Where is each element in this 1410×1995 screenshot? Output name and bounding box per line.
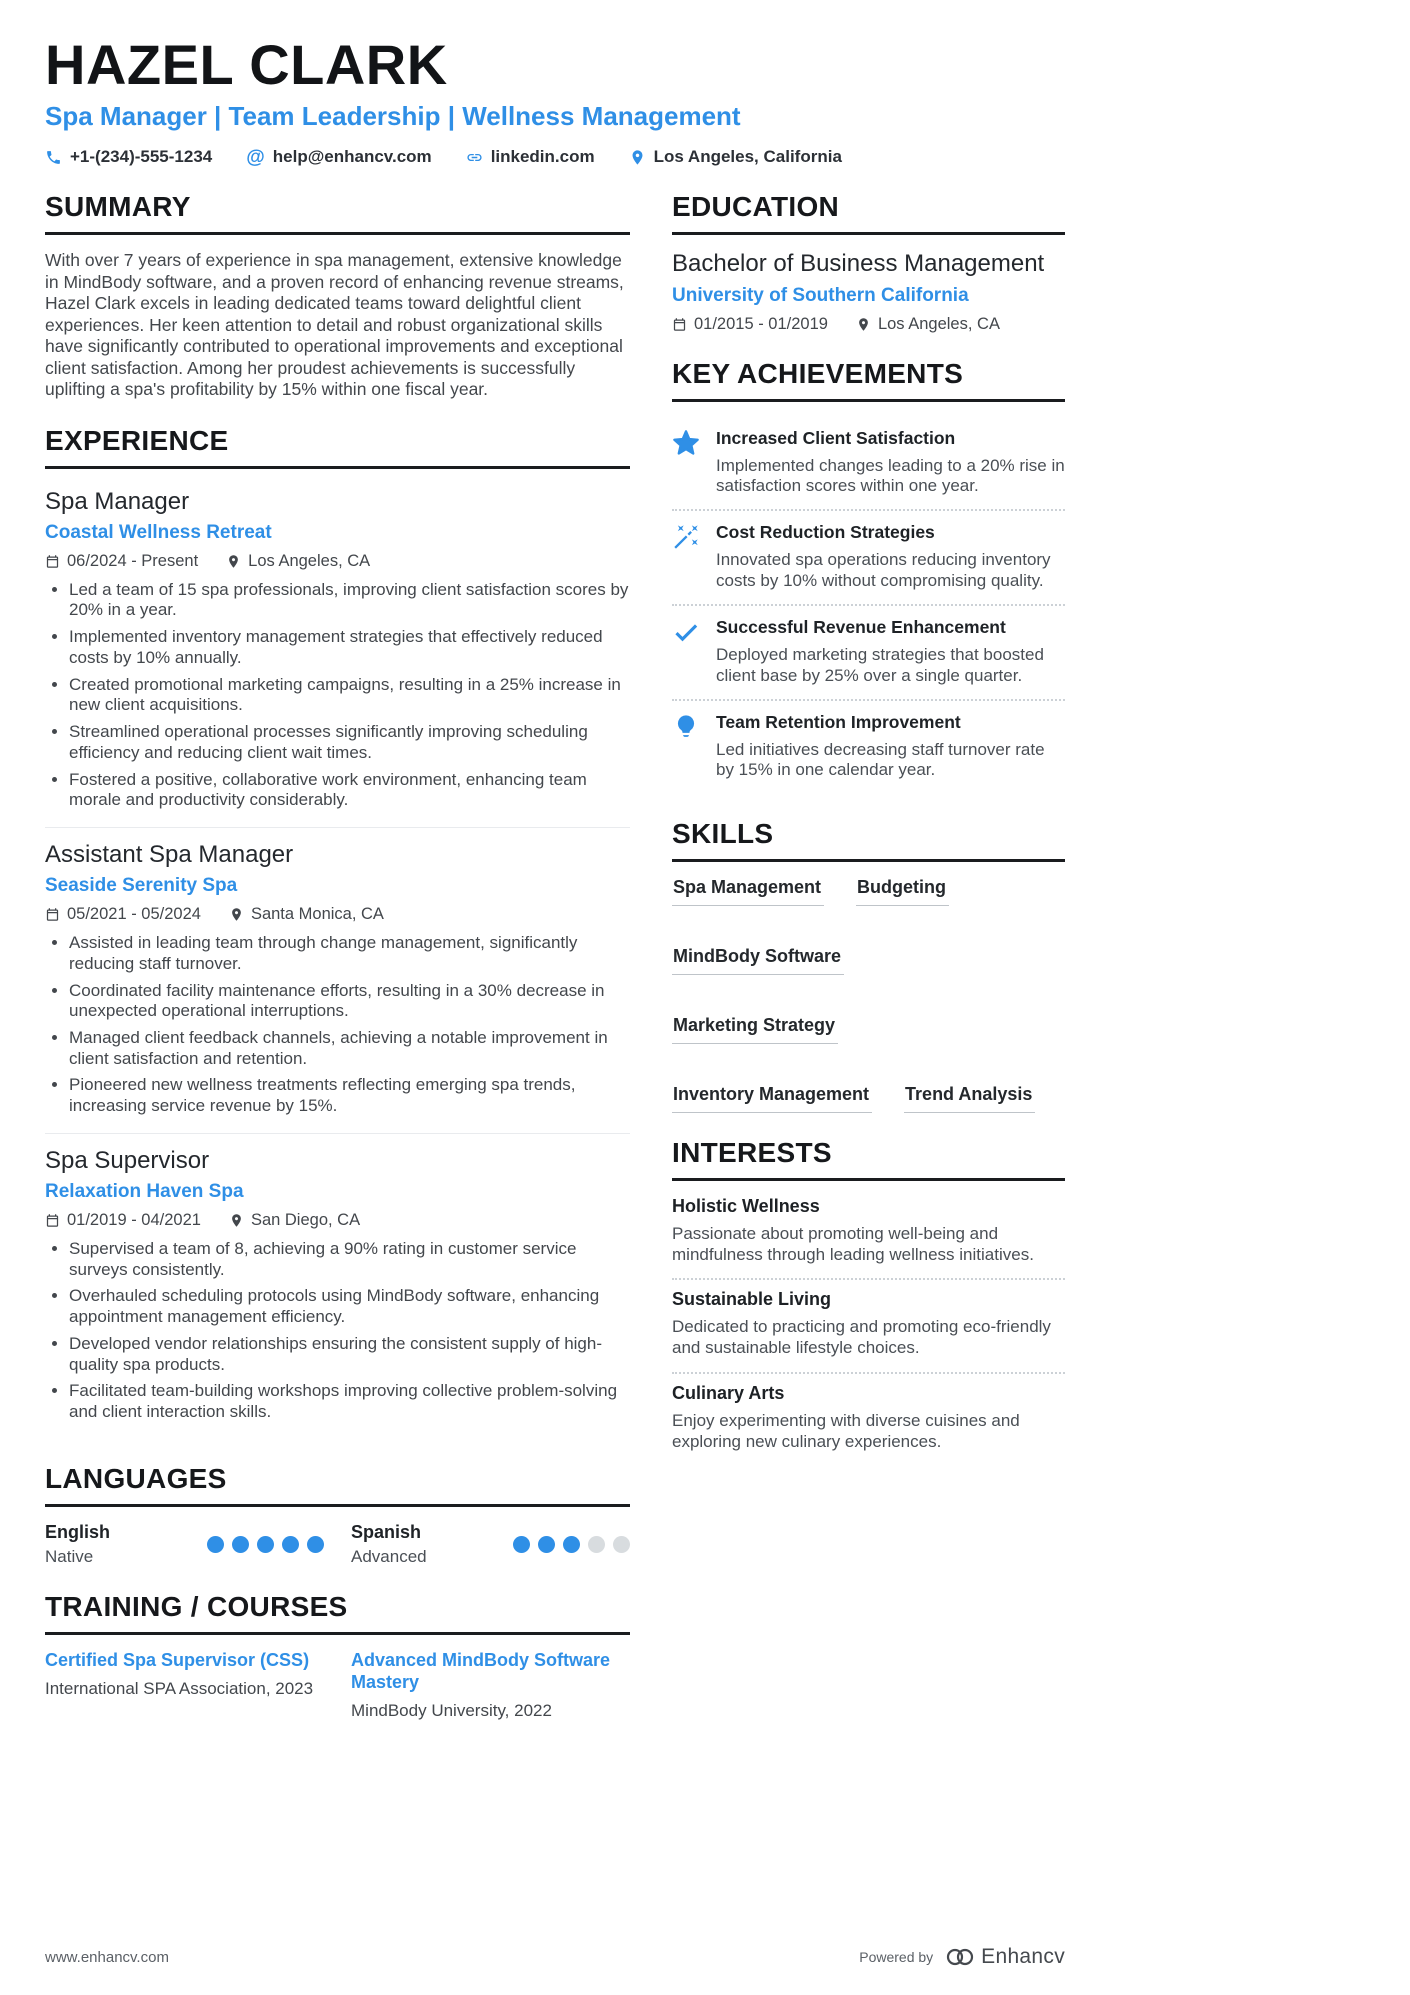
- language-item: [45, 1522, 324, 1567]
- achievements-heading: KEY ACHIEVEMENTS: [672, 358, 1065, 402]
- interest-title: Holistic Wellness: [672, 1195, 820, 1216]
- job-bullets: [45, 1239, 630, 1423]
- interest-item: [672, 1280, 1065, 1373]
- interests-section: [672, 1137, 1065, 1465]
- language-proficiency-dots: [513, 1536, 630, 1553]
- languages-heading: LANGUAGES: [45, 1463, 630, 1507]
- skills-list: [672, 877, 1065, 1113]
- language-item: [351, 1522, 630, 1567]
- job-title: Assistant Spa Manager: [45, 841, 294, 869]
- skills-heading: SKILLS: [672, 818, 1065, 862]
- job-meta: [45, 905, 630, 924]
- job-title: Spa Manager: [45, 487, 190, 515]
- languages-section: [45, 1463, 630, 1567]
- education-dates-text: 01/2015 - 01/2019: [694, 314, 828, 333]
- job-entry: [45, 484, 630, 827]
- achievement-text: Implemented changes leading to a 20% rise in satisfaction scores within one year.: [716, 455, 1065, 496]
- language-level: Advanced: [351, 1546, 427, 1566]
- job-title: Spa Supervisor: [45, 1146, 210, 1174]
- job-dates: [45, 905, 201, 924]
- job-meta: [45, 1211, 630, 1230]
- education-heading: EDUCATION: [672, 191, 1065, 235]
- location-icon: [629, 149, 646, 166]
- course-title: Advanced MindBody Software Mastery: [351, 1649, 611, 1692]
- job-meta: [45, 552, 630, 571]
- enhancv-brand-name: Enhancv: [981, 1945, 1065, 1968]
- achievements-section: [672, 358, 1065, 794]
- calendar-icon: [45, 1213, 60, 1228]
- job-location: [226, 552, 370, 571]
- star-icon: [672, 429, 700, 457]
- summary-heading: SUMMARY: [45, 191, 630, 235]
- education-meta: [672, 315, 1065, 334]
- job-location: [229, 905, 384, 924]
- job-bullet: • Overhauled scheduling protocols using MindBody software, enhancing appointment management efficiency.: [69, 1286, 630, 1327]
- achievement-title: Team Retention Improvement: [716, 712, 961, 733]
- page-footer: [45, 1945, 1065, 1969]
- footer-website-link[interactable]: www.enhancv.com: [45, 1948, 169, 1966]
- location-text: Los Angeles, California: [653, 147, 842, 167]
- link-icon: [466, 149, 483, 166]
- interest-title: Culinary Arts: [672, 1382, 785, 1403]
- job-dates: [45, 1211, 201, 1230]
- email-address: help@enhancv.com: [272, 147, 432, 167]
- lightbulb-icon: [672, 713, 700, 741]
- contact-row: [45, 147, 1065, 167]
- languages-row: [45, 1522, 630, 1567]
- phone-icon: [45, 149, 62, 166]
- job-entry: [45, 827, 630, 1133]
- school: University of Southern California: [672, 284, 969, 306]
- job-dates-text: 06/2024 - Present: [67, 551, 199, 570]
- job-bullet: • Led a team of 15 spa professionals, improving client satisfaction scores by 20% in a year.: [69, 580, 630, 621]
- experience-section: [45, 425, 630, 1439]
- interest-text: Dedicated to practicing and promoting eco-friendly and sustainable lifestyle choices.: [672, 1317, 1051, 1358]
- language-name: English: [45, 1521, 111, 1542]
- course-item: [351, 1650, 630, 1721]
- job-dates-text: 05/2021 - 05/2024: [67, 905, 201, 924]
- job-bullets: [45, 933, 630, 1117]
- job-company: Relaxation Haven Spa: [45, 1180, 244, 1202]
- skill-item: Spa Management: [672, 877, 824, 906]
- course-item: [45, 1650, 324, 1721]
- achievement-item: [672, 511, 1065, 606]
- interest-item: [672, 1374, 1065, 1465]
- footer-branding: [859, 1945, 1065, 1969]
- skill-item: Inventory Management: [672, 1084, 872, 1113]
- job-company: Coastal Wellness Retreat: [45, 521, 272, 543]
- job-location-text: Los Angeles, CA: [248, 551, 371, 570]
- education-location: [856, 315, 1000, 334]
- training-section: [45, 1591, 630, 1721]
- achievement-item: [672, 606, 1065, 701]
- skill-item: MindBody Software: [672, 946, 844, 975]
- wand-icon: [672, 523, 700, 551]
- summary-text: With over 7 years of experience in spa management, extensive knowledge in MindBody software, and a proven record of enhancing revenue streams, Hazel Clark excels in leading dedicated teams toward delightful client experiences. Her keen attention to detail and robust organizational skills have significantly contributed to operational improvements and exceptional client satisfaction. Among her proudest achievements is successfully uplifting a spa's profitability by 15% within one fiscal year.: [45, 250, 624, 400]
- job-bullet: • Implemented inventory management strategies that effectively reduced costs by 10% annually.: [69, 627, 630, 668]
- location-contact: [629, 147, 842, 167]
- job-location-text: Santa Monica, CA: [250, 905, 384, 924]
- interest-text: Passionate about promoting well-being and mindfulness through leading wellness initiatives.: [672, 1223, 1034, 1264]
- summary-section: [45, 191, 630, 401]
- candidate-name: HAZEL CLARK: [45, 33, 448, 96]
- degree: Bachelor of Business Management: [672, 250, 1045, 278]
- check-icon: [672, 618, 700, 646]
- achievement-text: Deployed marketing strategies that boosted client base by 25% over a single quarter.: [716, 645, 1044, 685]
- achievement-item: [672, 701, 1065, 794]
- skill-item: Budgeting: [856, 877, 949, 906]
- interest-title: Sustainable Living: [672, 1289, 832, 1310]
- achievement-title: Cost Reduction Strategies: [716, 522, 935, 543]
- education-section: [672, 191, 1065, 334]
- course-title: Certified Spa Supervisor (CSS): [45, 1649, 310, 1670]
- job-location: [229, 1211, 360, 1230]
- interests-heading: INTERESTS: [672, 1137, 1065, 1181]
- education-dates: [672, 315, 828, 334]
- phone-contact: [45, 147, 212, 167]
- job-bullets: [45, 580, 630, 811]
- job-location-text: San Diego, CA: [250, 1210, 361, 1229]
- skill-item: Marketing Strategy: [672, 1015, 838, 1044]
- job-bullet: • Managed client feedback channels, achieving a notable improvement in client satisfaction and retention.: [69, 1028, 630, 1069]
- language-level: Native: [45, 1546, 94, 1566]
- job-bullet: • Fostered a positive, collaborative work environment, enhancing team morale and productivity considerably.: [69, 770, 630, 811]
- achievement-text: Innovated spa operations reducing inventory costs by 10% without compromising quality.: [716, 550, 1051, 590]
- candidate-headline: Spa Manager | Team Leadership | Wellness Management: [45, 101, 741, 132]
- course-org: International SPA Association, 2023: [45, 1678, 314, 1698]
- location-pin-icon: [229, 1213, 244, 1228]
- interest-item: [672, 1196, 1065, 1280]
- language-name: Spanish: [351, 1521, 422, 1542]
- enhancv-logo-icon: [945, 1947, 975, 1967]
- skill-item: Trend Analysis: [904, 1084, 1035, 1113]
- powered-by-label: Powered by: [859, 1949, 934, 1965]
- job-entry: [45, 1133, 630, 1439]
- job-dates: [45, 552, 198, 571]
- job-bullet: • Developed vendor relationships ensuring the consistent supply of high-quality spa products.: [69, 1334, 630, 1375]
- job-bullet: • Created promotional marketing campaigns, resulting in a 25% increase in new client acquisitions.: [69, 675, 630, 716]
- enhancv-brand: [945, 1945, 1065, 1969]
- left-column: [45, 191, 630, 1745]
- phone-number: +1-(234)-555-1234: [70, 147, 213, 167]
- job-bullet: • Facilitated team-building workshops improving collective problem-solving and client interaction skills.: [69, 1381, 630, 1422]
- course-org: MindBody University, 2022: [351, 1700, 552, 1720]
- interest-text: Enjoy experimenting with diverse cuisines and exploring new culinary experiences.: [672, 1410, 1020, 1451]
- linkedin-url: linkedin.com: [490, 147, 595, 167]
- achievement-item: [672, 417, 1065, 512]
- job-bullet: • Supervised a team of 8, achieving a 90% rating in customer service surveys consistently.: [69, 1239, 630, 1280]
- calendar-icon: [45, 907, 60, 922]
- job-bullet: • Coordinated facility maintenance efforts, resulting in a 30% decrease in unexpected operational interruptions.: [69, 981, 630, 1022]
- skills-section: [672, 818, 1065, 1113]
- job-bullet: • Streamlined operational processes significantly improving scheduling efficiency and reducing client wait times.: [69, 722, 630, 763]
- achievement-title: Increased Client Satisfaction: [716, 427, 956, 448]
- email-icon: @: [246, 146, 265, 168]
- right-column: [672, 191, 1065, 1745]
- linkedin-contact[interactable]: [466, 147, 595, 167]
- resume-header: [45, 33, 1065, 168]
- achievement-text: Led initiatives decreasing staff turnover rate by 15% in one calendar year.: [716, 740, 1045, 780]
- location-pin-icon: [226, 554, 241, 569]
- job-bullet: • Pioneered new wellness treatments reflecting emerging spa trends, increasing service revenue by 15%.: [69, 1075, 630, 1116]
- location-pin-icon: [856, 317, 871, 332]
- language-proficiency-dots: [207, 1536, 324, 1553]
- job-company: Seaside Serenity Spa: [45, 875, 238, 897]
- location-pin-icon: [229, 907, 244, 922]
- achievement-title: Successful Revenue Enhancement: [716, 617, 1006, 638]
- experience-heading: EXPERIENCE: [45, 425, 630, 469]
- job-dates-text: 01/2019 - 04/2021: [67, 1210, 201, 1229]
- education-location-text: Los Angeles, CA: [877, 314, 1000, 333]
- training-heading: TRAINING / COURSES: [45, 1591, 630, 1635]
- courses-row: [45, 1650, 630, 1721]
- email-contact[interactable]: [246, 147, 431, 167]
- calendar-icon: [45, 554, 60, 569]
- job-bullet: • Assisted in leading team through change management, significantly reducing staff turnover.: [69, 933, 630, 974]
- calendar-icon: [672, 317, 687, 332]
